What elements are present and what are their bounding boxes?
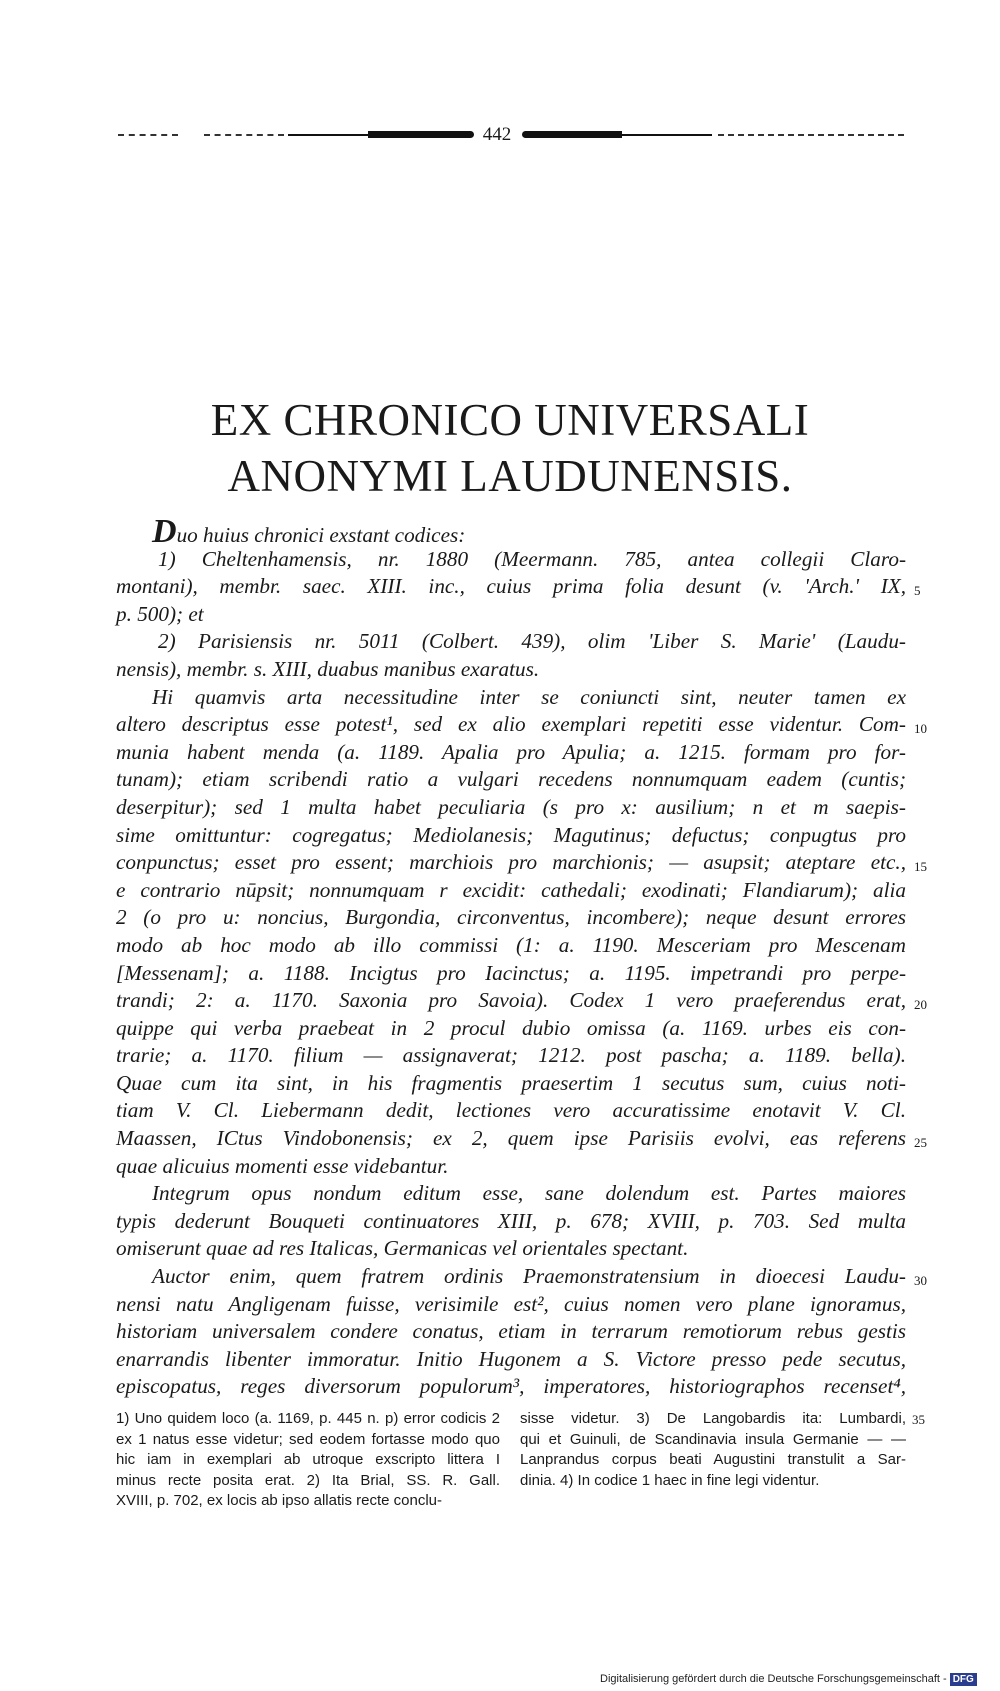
body-line-text: munia habent menda (a. 1189. Apalia pro Apulia; a. 1215. formam pro for- [116,739,906,764]
body-line-text: conpunctus; esset pro essent; marchiois pro marchionis; — asupsit; ateptare etc., [116,850,906,875]
body-line [116,1346,906,1374]
digitization-text: Digitalisierung gefördert durch die Deutsche Forschungsgemeinschaft - [600,1673,947,1685]
body-line-text: Hi quamvis arta necessitudine inter se coniuncti sint, neuter tamen ex [152,684,906,709]
body-line [116,1015,906,1043]
body-line [116,904,906,932]
body-line [116,1180,906,1208]
body-line-text: quae alicuius momenti esse videbantur. [116,1153,449,1178]
body-line [116,1125,927,1153]
body-line-text: 2 (o pro u: noncius, Burgondia, circonventus, incombere); neque desunt errores [116,905,906,930]
body-line [116,1235,906,1263]
body-line [116,987,927,1015]
footnote-line: 1) Uno quidem loco (a. 1169, p. 445 n. p) error codicis 2 [116,1410,500,1427]
margin-line-number: 25 [914,1135,927,1151]
body-line-text: enarrandis libenter immoratur. Initio Hugonem a S. Victore presso pede secutus, [116,1346,906,1371]
body-line [116,1070,906,1098]
body-line [116,601,906,629]
body-line-text: sime omittuntur: cogregatus; Mediolanesis; Magutinus; defuctus; conpugtus pro [116,822,906,847]
drop-cap: D [152,513,177,550]
body-line [116,849,927,877]
body-line-text: nensi natu Angligenam fuisse, verisimile est², cuius nomen vero plane ignoramus, [116,1291,906,1316]
page-number: 442 [482,124,512,145]
body-line-text: modo ab hoc modo ab illo commissi (1: a. 1190. Mesceriam pro Mescenam [116,932,906,957]
body-line [116,960,906,988]
body-line [116,1153,906,1181]
margin-line-number: 20 [914,997,927,1013]
body-line [116,1318,906,1346]
body-line [116,1208,906,1236]
footnote-line: minus recte posita erat. 2) Ita Brial, SS. R. Gall. [116,1471,500,1489]
footnote-line: XVIII, p. 702, ex locis ab ipso allatis recte conclu- [116,1492,442,1509]
digitization-note [600,1672,977,1686]
body-line [116,822,906,850]
footnotes-right-column [520,1409,906,1491]
body-line-text: typis dederunt Bouqueti continuatores XIII, p. 678; XVIII, p. 703. Sed multa [116,1208,906,1233]
running-head [118,124,904,146]
body-text [116,513,927,1401]
dfg-logo: DFG [950,1673,977,1686]
body-line-text: 2) Parisiensis nr. 5011 (Colbert. 439), olim 'Liber S. Marie' (Laudu- [158,629,906,654]
footnote-line: qui et Guinuli, de Scandinavia insula Germanie — — [520,1430,906,1448]
body-line-text: trandi; 2: a. 1170. Saxonia pro Savoia). Codex 1 vero praeferendus erat, [116,988,906,1013]
body-line-text: montani), membr. saec. XIII. inc., cuius prima folia desunt (v. 'Arch.' IX, [116,574,906,599]
body-line-text: Integrum opus nondum editum esse, sane dolendum est. Partes maiores [152,1181,906,1206]
footnote-line: sisse videtur. 3) De Langobardis ita: Lumbardi, [520,1410,906,1427]
body-line-text: 1) Cheltenhamensis, nr. 1880 (Meermann. 785, antea collegii Claro- [158,546,906,571]
body-line [116,766,906,794]
rule-ornament [288,134,368,136]
body-line [116,711,927,739]
body-line-text: p. 500); et [116,601,204,626]
body-line-text: [Messenam]; a. 1188. Incigtus pro Iacinctus; a. 1195. impetrandi pro perpe- [116,960,906,985]
footnote-line: Lanprandus corpus beati Augustini transtulit a Sar- [520,1451,906,1468]
footnote-line: ex 1 natus esse videtur; sed eodem fortasse modo quo [116,1430,500,1448]
body-line-text: quippe qui verba praebeat in 2 procul dubio omissa (a. 1169. urbes eis con- [116,1015,906,1040]
rule-ornament [204,134,284,136]
body-line-text: uo huius chronici exstant codices: [176,523,466,547]
margin-line-number: 10 [914,721,927,737]
body-line-text: nensis), membr. s. XIII, duabus manibus exaratus. [116,656,540,681]
body-line-text: deserpitur); sed 1 multa habet peculiaria (s pro x: ausilium; n et m saepis- [116,794,906,819]
footnotes-left-column [116,1409,500,1512]
footnote-line: dinia. 4) In codice 1 haec in fine legi videntur. [520,1471,820,1489]
body-line [116,684,906,712]
body-line-text: e contrario nūpsit; nonnumquam r excidit: cathedali; exodinati; Flandiarum); alia [116,877,906,902]
body-line [116,546,906,574]
rule-ornament [522,131,622,138]
title-line: ANONYMI LAUDUNENSIS. [227,451,793,501]
body-line [116,932,906,960]
body-line-text: episcopatus, reges diversorum populorum³, imperatores, historiographos recenset⁴, [116,1374,906,1399]
body-line [116,739,906,767]
body-line-text: omiserunt quae ad res Italicas, Germanicas vel orientales spectant. [116,1236,689,1261]
body-line-text: tunam); etiam scribendi ratio a vulgari recedens nonnumquam eadem (cuntis; [116,767,906,792]
rule-ornament [622,134,712,136]
margin-line-number: 5 [914,583,921,599]
rule-ornament [718,134,904,136]
page-title [120,392,900,504]
margin-line-number: 35 [912,1412,925,1427]
body-line [116,877,906,905]
body-line-text: historiam universalem condere conatus, etiam in terrarum remotiorum rebus gestis [116,1319,906,1344]
body-line-text: Maassen, ICtus Vindobonensis; ex 2, quem ipse Parisiis evolvi, eas referens [116,1126,906,1151]
rule-ornament [118,134,178,136]
body-line-text: tiam V. Cl. Liebermann dedit, lectiones vero accuratissime enotavit V. Cl. [116,1098,906,1123]
body-line [116,628,906,656]
title-line: EX CHRONICO UNIVERSALI [210,395,810,445]
body-line [116,1291,906,1319]
body-line-text: Auctor enim, quem fratrem ordinis Praemonstratensium in dioecesi Laudu- [152,1264,906,1289]
body-line [116,656,906,684]
footnote-line: hic iam in exemplari ab utroque exscripto littera I [116,1451,500,1468]
body-line-text: Quae cum ita sint, in his fragmentis praesertim 1 secutus sum, cuius noti- [116,1070,906,1095]
body-line [116,573,921,601]
rule-ornament [368,131,474,138]
body-line [116,513,906,550]
body-line [116,1263,927,1291]
body-line [116,1373,906,1401]
body-line-text: altero descriptus esse potest¹, sed ex alio exemplari repetiti esse videntur. Com- [116,712,906,737]
body-line [116,794,906,822]
margin-line-number: 15 [914,859,927,875]
body-line [116,1097,906,1125]
body-line [116,1042,906,1070]
margin-line-number: 30 [914,1273,927,1289]
body-line-text: trarie; a. 1170. filium — assignaverat; 1212. post pascha; a. 1189. bella). [116,1043,906,1068]
